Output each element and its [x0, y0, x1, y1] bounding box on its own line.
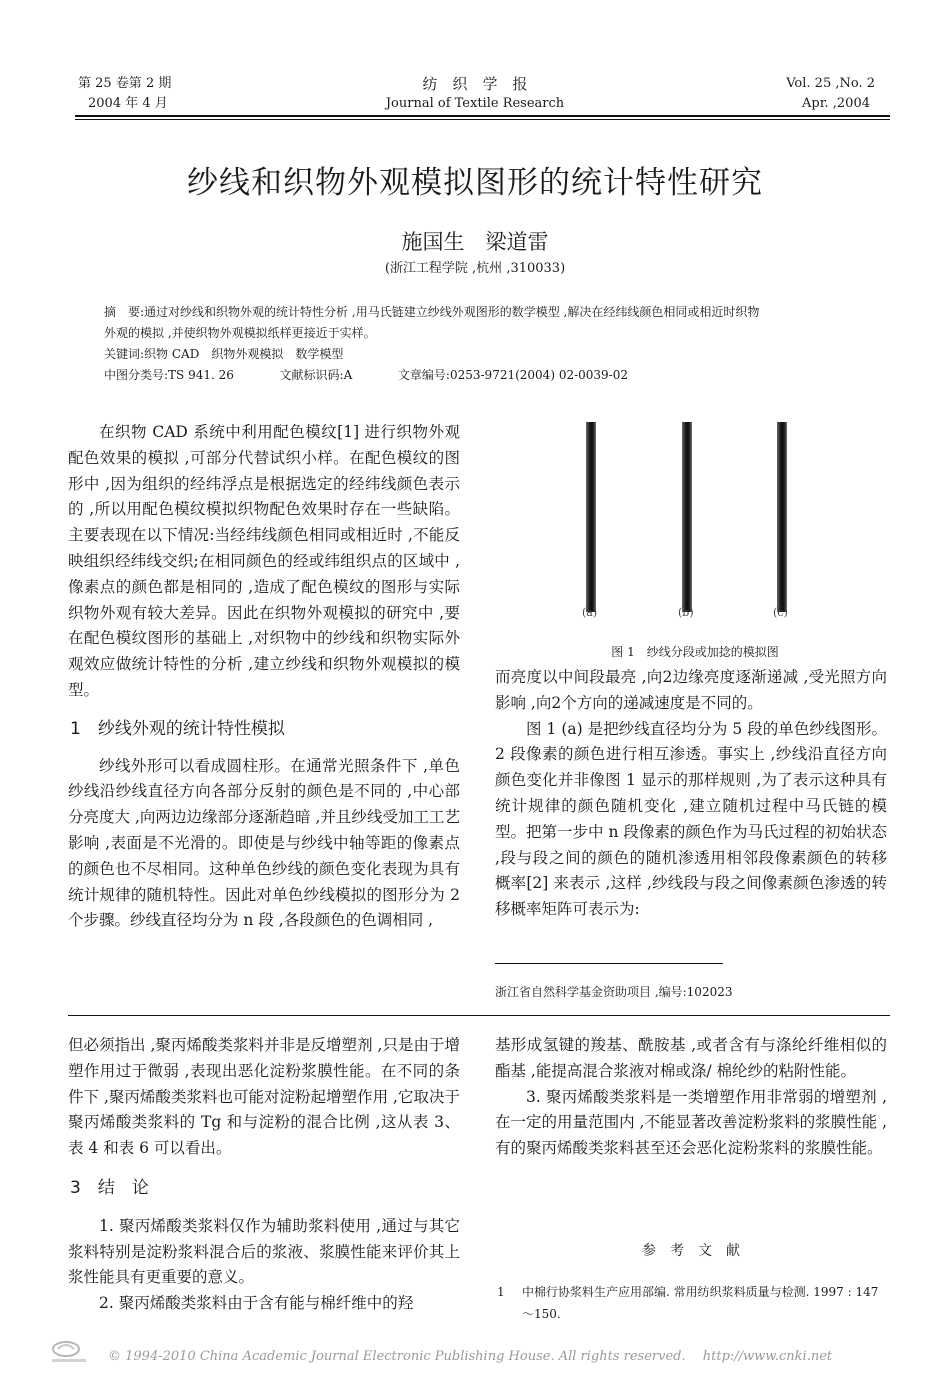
section-3-heading: 3 结 论 — [70, 1177, 149, 1198]
figure-label-b: (b) — [678, 606, 694, 619]
affiliation: (浙江工程学院 ,杭州 ,310033) — [384, 261, 566, 276]
conclusion-3: 3. 聚丙烯酸类浆料是一类增塑作用非常弱的增塑剂 ,在一定的用量范围内 ,不能显著改善淀粉浆料的浆膜性能 ,有的聚丙烯酸类浆料甚至还会恶化淀粉浆料的浆膜性能。 — [495, 1087, 887, 1158]
date-en: Apr. ,2004 — [802, 96, 870, 111]
copyright-notice: © 1994-2010 China Academic Journal Electronic Publishing House. All rights reserved. http://www.cnki.net — [108, 1349, 833, 1364]
article-number: 文章编号:0253-9721(2004) 02-0039-02 — [397, 368, 629, 382]
page-divider — [68, 1015, 890, 1016]
references-heading: 参 考 文 献 — [642, 1243, 740, 1259]
lower-left-column — [68, 1033, 460, 1317]
reference-1-number: 1 — [497, 1285, 505, 1299]
journal-name-en: Journal of Textile Research — [385, 96, 565, 111]
volume-issue: 第 25 卷第 2 期 — [78, 76, 172, 91]
figure-label-a: (a) — [582, 606, 598, 619]
abstract-label: 摘 要 — [104, 305, 141, 319]
volume-no-en: Vol. 25 ,No. 2 — [786, 76, 875, 91]
document-code: 文献标识码:A — [279, 368, 353, 382]
left-column — [68, 420, 460, 934]
header-rule-thin — [75, 119, 890, 120]
figure-1-caption: 图 1 纱线分段或加捻的模拟图 — [611, 645, 779, 659]
authors: 施国生 梁道雷 — [401, 230, 549, 254]
lower-right-column — [495, 1033, 887, 1162]
right-column — [495, 665, 887, 923]
intro-paragraph: 在织物 CAD 系统中利用配色模纹[1] 进行织物外观配色效果的模拟 ,可部分代替试织小样。在配色模纹的图形中 ,因为组织的经纬浮点是根据选定的经纬线颜色表示的 ,所以用配色模纹模拟织物配色效果时存在一些缺陷。主要表现在以下情况:当经纬线颜色相同或相近时 ,不能反映组织经纬线交织;在相同颜色的经或纬组织点的区域中 ,像素点的颜色都是相同的 ,造成了配色模纹的图形与实际织物外观有较大差异。因此在织物外观模拟的研究中 ,要在配色模纹图形的基础上 ,对织物中的纱线和织物实际外观效应做统计特性的分析 ,建立纱线和织物外观模拟的模型。 — [68, 423, 460, 699]
cnki-logo-icon — [48, 1338, 92, 1366]
yarn-thread-a — [586, 422, 596, 612]
abstract — [104, 302, 864, 386]
right-paragraph-1: 而亮度以中间段最亮 ,向2边缘亮度逐渐递减 ,受光照方向影响 ,向2个方向的递减速度是不同的。 — [495, 668, 887, 712]
keywords: 关键词:织物 CAD 织物外观模拟 数学模型 — [104, 347, 344, 361]
section-1-paragraph: 纱线外形可以看成圆柱形。在通常光照条件下 ,单色纱线沿纱线直径方向各部分反射的颜色是不同的 ,中心部分亮度大 ,向两边边缘部分逐渐趋暗 ,并且纱线受加工工艺影响 ,表面是不光滑的。即使是与纱线中轴等距的像素点的颜色也不尽相同。这种单色纱线的颜色变化表现为具有统计规律的随机特性。因此对单色纱线模拟的图形分为 2 个步骤。纱线直径均分为 n 段 ,各段颜色的色调相同 , — [68, 756, 460, 930]
yarn-thread-b — [682, 422, 692, 612]
clc-number: 中图分类号:TS 941. 26 — [104, 368, 234, 382]
reference-1: 中棉行协浆料生产应用部编. 常用纺织浆料质量与检测. 1997 : 147～150. — [522, 1285, 879, 1321]
abstract-text-1: :通过对纱线和织物外观的统计特性分析 ,用马氏链建立纱线外观图形的数学模型 ,解决在经纬线颜色相同或相近时织物 — [140, 305, 760, 319]
article-title: 纱线和织物外观模拟图形的统计特性研究 — [187, 165, 763, 201]
conclusion-1: 1. 聚丙烯酸类浆料仅作为辅助浆料使用 ,通过与其它浆料特别是淀粉浆料混合后的浆液、浆膜性能来评价其上浆性能具有更重要的意义。 — [68, 1216, 460, 1287]
section-1-heading: 1 纱线外观的统计特性模拟 — [70, 718, 285, 739]
funding-footnote: 浙江省自然科学基金资助项目 ,编号:102023 — [495, 985, 733, 999]
right-paragraph-2: 图 1 (a) 是把纱线直径均分为 5 段的单色纱线图形。2 段像素的颜色进行相互渗透。事实上 ,纱线沿直径方向颜色变化并非像图 1 显示的那样规则 ,为了表示这种具有统计规律的颜色随机变化 ,建立随机过程中马氏链的模型。把第一步中 n 段像素的颜色作为马氏过程的初始状态 ,段与段之间的颜色的随机渗透用相邻段像素颜色的转移概率[2] 来表示 ,这样 ,纱线段与段之间像素颜色渗透的转移概率矩阵可表示为: — [495, 719, 887, 919]
journal-name-cn: 纺 织 学 报 — [422, 75, 528, 93]
lower-left-paragraph-1: 但必须指出 ,聚丙烯酸类浆料并非是反增塑剂 ,只是由于增塑作用过于微弱 ,表现出恶化淀粉浆膜性能。在不同的条件下 ,聚丙烯酸类浆料也可能对淀粉起增塑作用 ,它取决于聚丙烯酸类浆料的 Tg 和与淀粉的混合比例 ,这从表 3、表 4 和表 6 可以看出。 — [68, 1036, 460, 1158]
abstract-text-2: 外观的模拟 ,并使织物外观模拟纸样更接近于实样。 — [104, 326, 376, 340]
lower-right-paragraph-1: 基形成氢键的羧基、酰胺基 ,或者含有与涤纶纤维相似的酯基 ,能提高混合浆液对棉或涤/ 棉纶纱的粘附性能。 — [495, 1036, 887, 1080]
figure-label-c: (c) — [773, 606, 788, 619]
figure-1 — [570, 418, 810, 628]
issue-date: 2004 年 4 月 — [88, 96, 168, 111]
yarn-thread-c — [777, 422, 787, 612]
header-rule-thick — [75, 115, 890, 117]
footnote-rule — [495, 963, 723, 964]
conclusion-2: 2. 聚丙烯酸类浆料由于含有能与棉纤维中的羟 — [99, 1294, 414, 1313]
